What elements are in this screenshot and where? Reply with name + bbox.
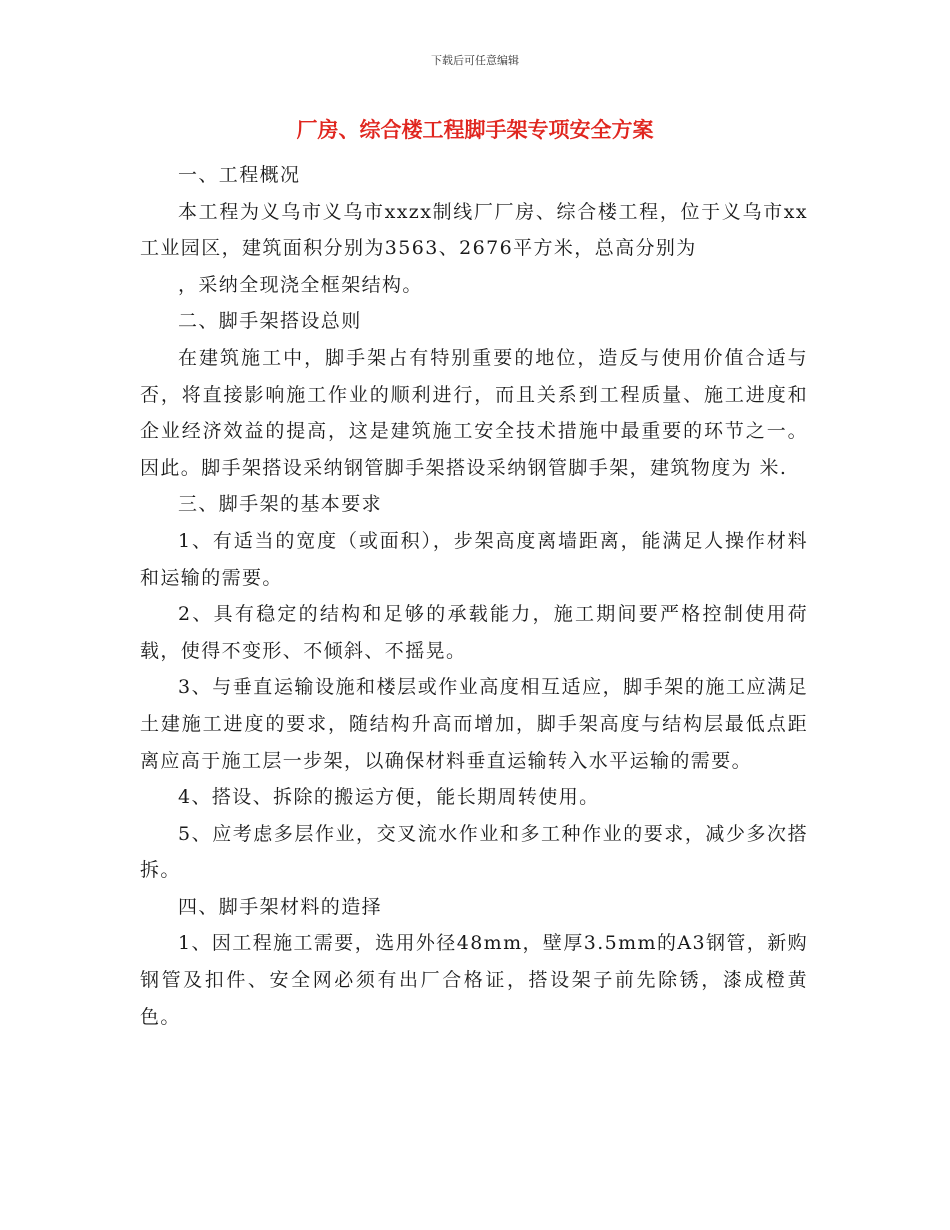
paragraph: ，采纳全现浇全框架结构。 [178, 273, 423, 296]
list-item: 3、与垂直运输设施和楼层或作业高度相互适应，脚手架的施工应满足土建施工进度的要求，随结构升高而增加，脚手架高度与结构层最低点距离应高于施工层一步架，以确保材料垂直运输转入水平运输的需要。 [140, 676, 808, 772]
document-title: 厂房、综合楼工程脚手架专项安全方案 [296, 118, 654, 142]
section-heading: 四、脚手架材料的造择 [178, 895, 383, 918]
section-heading: 三、脚手架的基本要求 [178, 493, 383, 516]
paragraph: 本工程为义乌市义乌市xxzx制线厂厂房、综合楼工程，位于义乌市xx工业园区，建筑面积分别为3563、2676平方米，总高分别为 [140, 200, 808, 260]
section-heading: 二、脚手架搭设总则 [178, 310, 362, 333]
paragraph: 在建筑施工中，脚手架占有特别重要的地位，造反与使用价值合适与否，将直接影响施工作业的顺利进行，而且关系到工程质量、施工进度和企业经济效益的提高，这是建筑施工安全技术措施中最重要的环节之一。因此。脚手架搭设采纳钢管脚手架搭设采纳钢管脚手架，建筑物度为 米. [140, 346, 808, 479]
list-item: 4、搭设、拆除的搬运方便，能长期周转使用。 [178, 786, 600, 809]
list-item: 5、应考虑多层作业，交叉流水作业和多工种作业的要求，减少多次搭拆。 [140, 822, 808, 882]
document-body [140, 157, 808, 1035]
page-header-note: 下载后可任意编辑 [431, 54, 519, 67]
list-item: 1、因工程施工需要，选用外径48mm，壁厚3.5mm的A3钢管，新购钢管及扣件、安全网必须有出厂合格证，搭设架子前先除锈，漆成橙黄色。 [140, 932, 808, 1028]
list-item: 1、有适当的宽度（或面积），步架高度离墙距离，能满足人操作材料和运输的需要。 [140, 529, 808, 589]
section-heading: 一、工程概况 [178, 164, 301, 186]
list-item: 2、具有稳定的结构和足够的承载能力，施工期间要严格控制使用荷载，使得不变形、不倾斜、不摇晃。 [140, 603, 808, 662]
